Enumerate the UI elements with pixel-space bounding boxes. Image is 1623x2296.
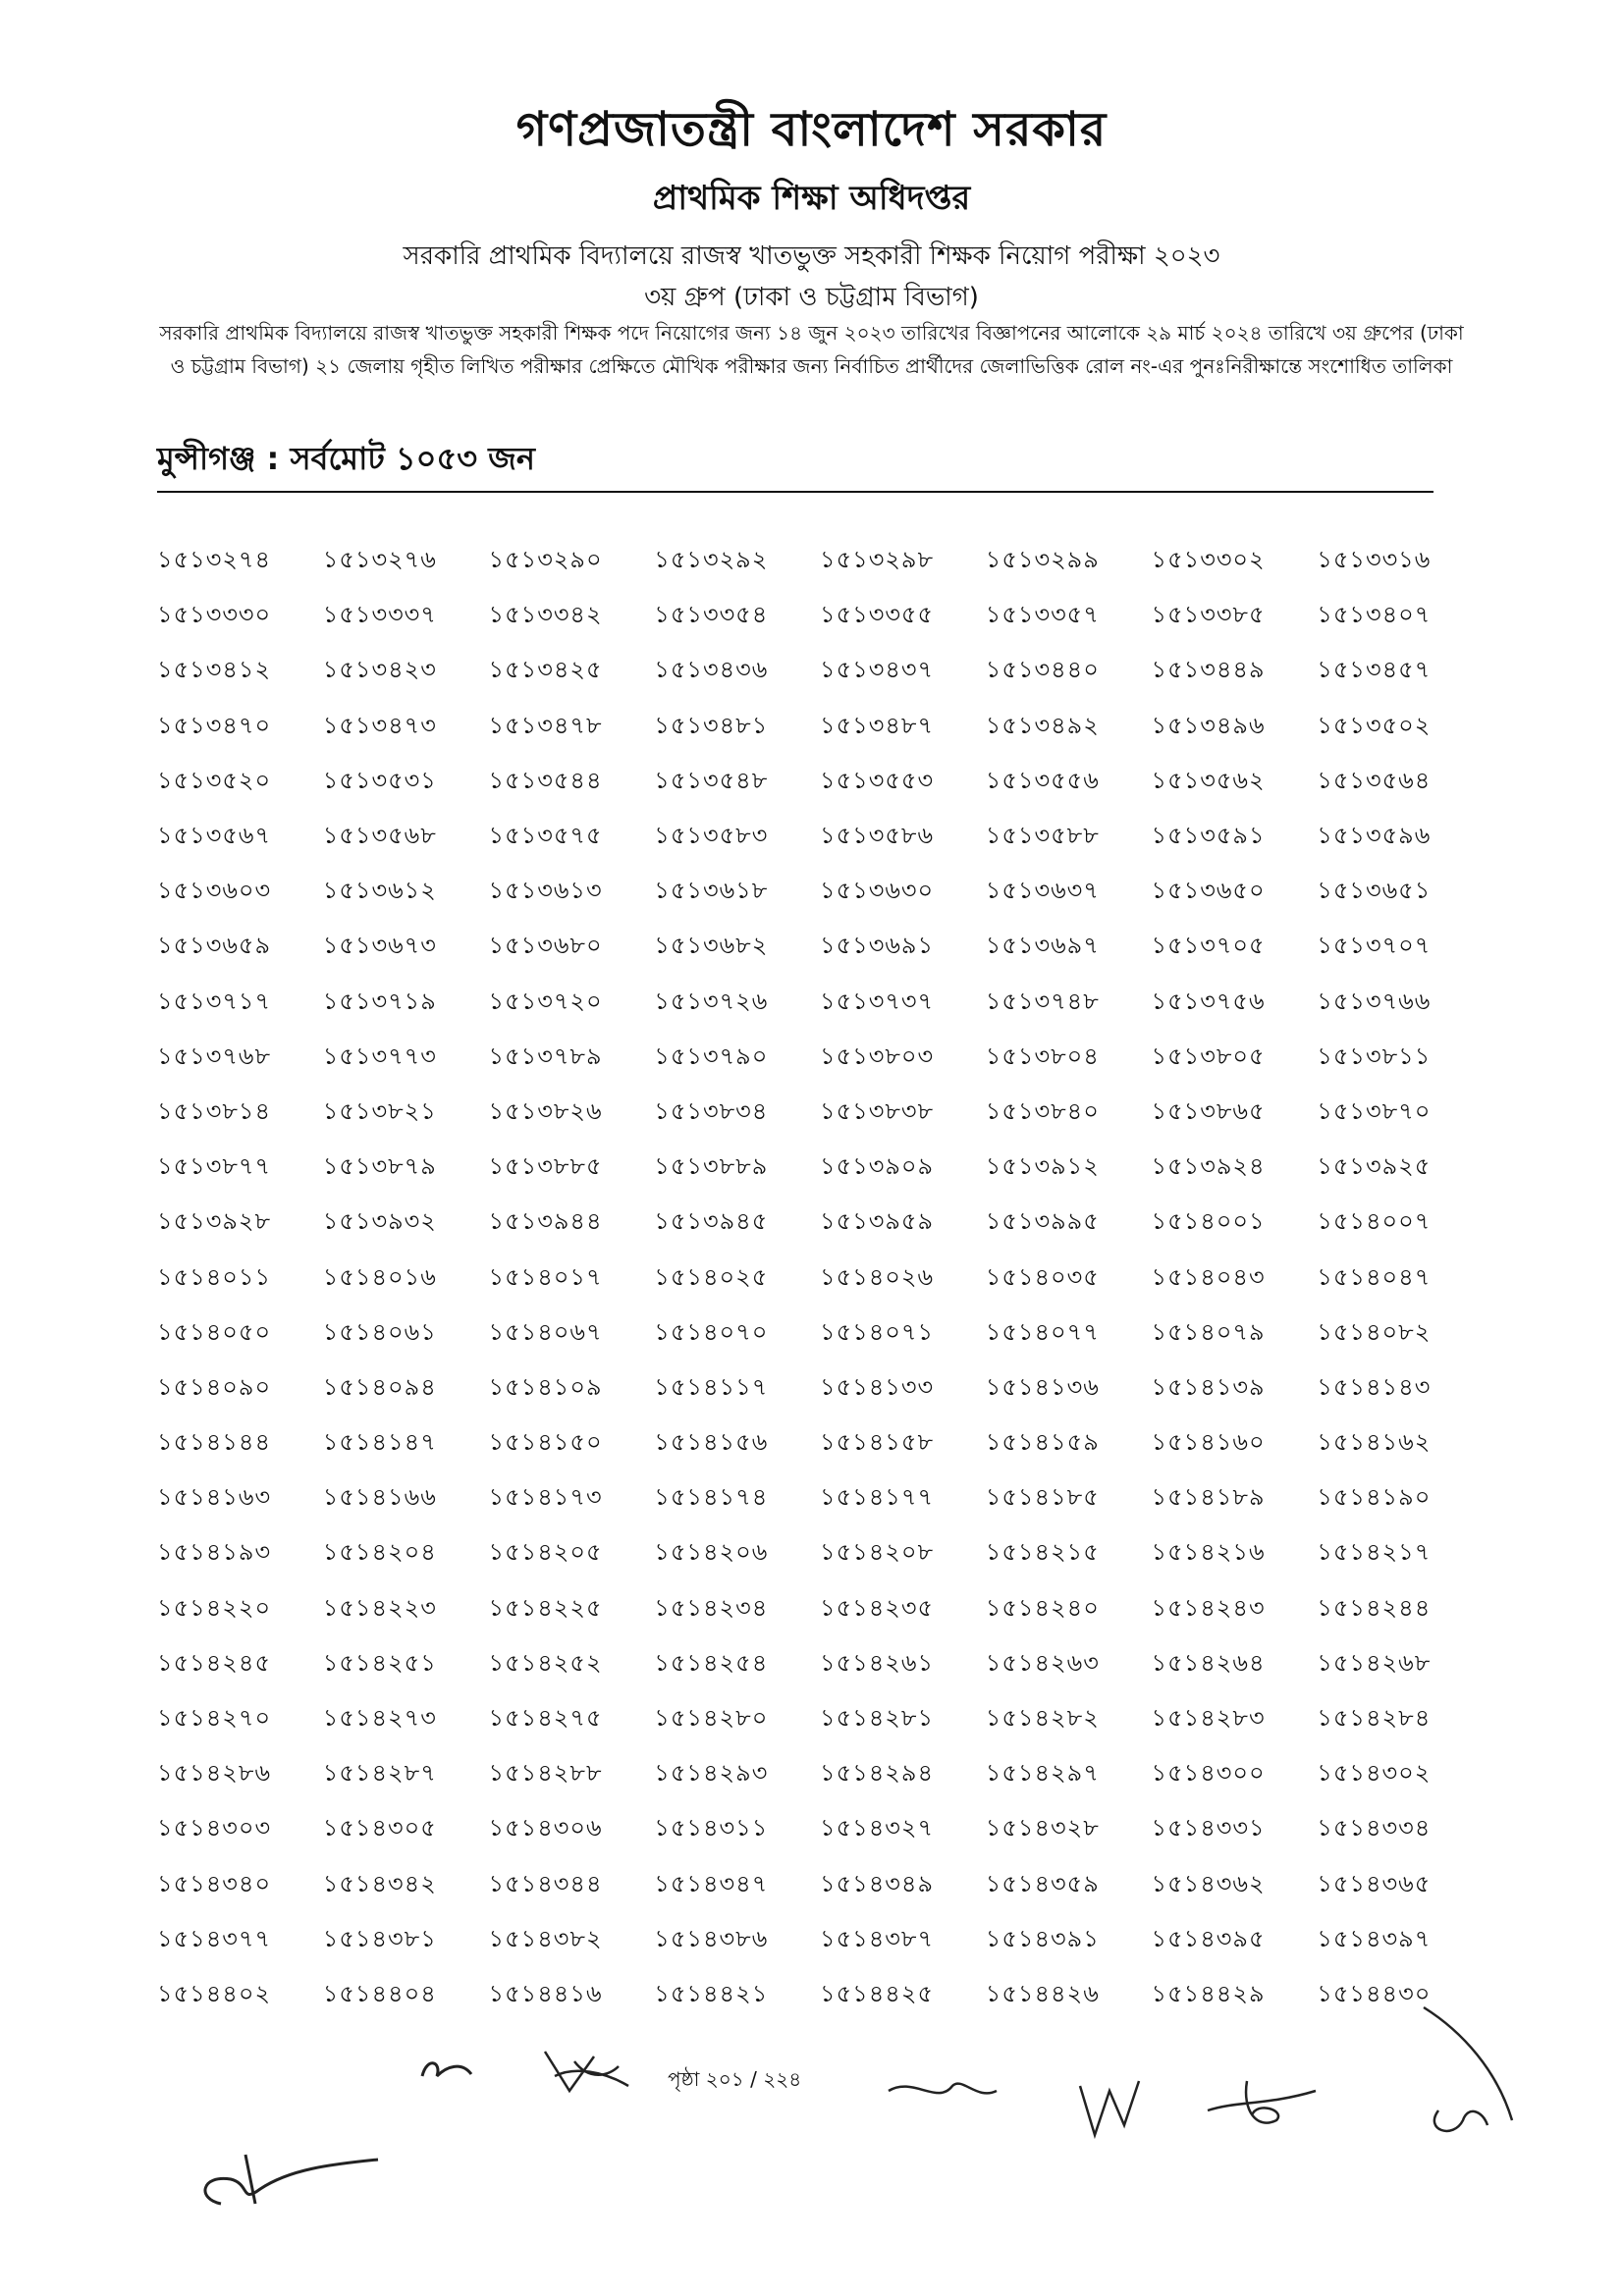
- district-heading: মুন্সীগঞ্জ : সর্বমোট ১০৫৩ জন: [157, 440, 535, 477]
- roll-number: ১৫১৩৫৬৭: [157, 822, 272, 850]
- roll-number: ১৫১৪৩৮৭: [820, 1924, 935, 1952]
- roll-row: [157, 1637, 1483, 1692]
- roll-row: [157, 810, 1483, 865]
- roll-number: ১৫১৩২৯৮: [820, 546, 935, 574]
- roll-number: ১৫১৪২৭৫: [488, 1704, 603, 1733]
- roll-number: ১৫১৪১৫৮: [820, 1428, 935, 1457]
- roll-row: [157, 700, 1483, 755]
- roll-number: ১৫১৪৩০০: [1151, 1759, 1266, 1788]
- roll-number: ১৫১৪৩০৩: [157, 1814, 272, 1842]
- roll-row: [157, 1416, 1483, 1471]
- roll-number: ১৫১৩৭৭৩: [322, 1041, 437, 1070]
- directorate-title: প্রাথমিক শিক্ষা অধিদপ্তর: [652, 179, 971, 218]
- roll-number: ১৫১৪৪১৬: [488, 1979, 603, 2007]
- roll-number: ১৫১৪০০৭: [1317, 1207, 1432, 1236]
- roll-row: [157, 976, 1483, 1031]
- roll-number: ১৫১৪৩৪৭: [654, 1869, 769, 1897]
- roll-row: [157, 1471, 1483, 1526]
- roll-number: ১৫১৪১৯৩: [157, 1538, 272, 1567]
- roll-number: ১৫১৩৫৯৬: [1317, 822, 1432, 850]
- roll-number: ১৫১৪০৯৪: [322, 1372, 437, 1401]
- roll-number: ১৫১৩৩৩০: [157, 601, 272, 629]
- roll-number: ১৫১৩৫৫৬: [985, 766, 1100, 794]
- roll-row: [157, 1196, 1483, 1251]
- roll-number: ১৫১৩৫৬২: [1151, 766, 1266, 794]
- roll-number: ১৫১৩৮৬৫: [1151, 1096, 1266, 1125]
- roll-number: ১৫১৪৪২৯: [1151, 1979, 1266, 2007]
- roll-row: [157, 755, 1483, 810]
- roll-number: ১৫১৪১৫০: [488, 1428, 603, 1457]
- roll-number: ১৫১৩৪০৭: [1317, 601, 1432, 629]
- signature-7: [191, 2145, 388, 2223]
- roll-number: ১৫১৩৩৫৪: [654, 601, 769, 629]
- roll-row: [157, 920, 1483, 975]
- roll-number: ১৫১৩৩০২: [1151, 546, 1266, 574]
- roll-number: ১৫১৩৪৪০: [985, 656, 1100, 684]
- roll-number: ১৫১৪১৯০: [1317, 1483, 1432, 1512]
- roll-number: ১৫১৪২৬১: [820, 1648, 935, 1677]
- roll-number: ১৫১৪২৮৭: [322, 1759, 437, 1788]
- roll-number: ১৫১৩৪৩৭: [820, 656, 935, 684]
- roll-row: [157, 534, 1483, 589]
- roll-number: ১৫১৪৩৩১: [1151, 1814, 1266, 1842]
- roll-number: ১৫১৩৮৪০: [985, 1096, 1100, 1125]
- roll-number: ১৫১৩৩৩৭: [322, 601, 437, 629]
- roll-number: ১৫১৪০৫০: [157, 1317, 272, 1346]
- roll-number: ১৫১৩৬৯৭: [985, 932, 1100, 960]
- roll-number: ১৫১৪২০৫: [488, 1538, 603, 1567]
- roll-number: ১৫১৪১৮৯: [1151, 1483, 1266, 1512]
- roll-number: ১৫১৪২৩৪: [654, 1593, 769, 1622]
- roll-number: ১৫১৩৯৪৫: [654, 1207, 769, 1236]
- roll-row: [157, 1747, 1483, 1802]
- roll-number: ১৫১৪০৭৯: [1151, 1317, 1266, 1346]
- roll-number: ১৫১৩৭১৯: [322, 987, 437, 1015]
- roll-number: ১৫১৪৩৪০: [157, 1869, 272, 1897]
- roll-number: ১৫১৩৯৯৫: [985, 1207, 1100, 1236]
- roll-number: ১৫১৪৪২১: [654, 1979, 769, 2007]
- roll-number: ১৫১৩৫৫৩: [820, 766, 935, 794]
- roll-number: ১৫১৩৪৭৩: [322, 711, 437, 739]
- roll-number: ১৫১৩৯২৫: [1317, 1152, 1432, 1181]
- roll-row: [157, 865, 1483, 920]
- roll-number: ১৫১৩৬১২: [322, 877, 437, 905]
- roll-number: ১৫১৪৩৩৪: [1317, 1814, 1432, 1842]
- roll-number: ১৫১৪১৮৫: [985, 1483, 1100, 1512]
- roll-number: ১৫১৪১৬৩: [157, 1483, 272, 1512]
- roll-number: ১৫১৪১৬০: [1151, 1428, 1266, 1457]
- roll-number: ১৫১৩৪৮৭: [820, 711, 935, 739]
- roll-number: ১৫১৪২৯৭: [985, 1759, 1100, 1788]
- roll-row: [157, 589, 1483, 644]
- roll-number: ১৫১৪০৭১: [820, 1317, 935, 1346]
- roll-number: ১৫১৪০২৫: [654, 1262, 769, 1291]
- roll-number: ১৫১৪০৮২: [1317, 1317, 1432, 1346]
- roll-number: ১৫১৩৫৭৫: [488, 822, 603, 850]
- intro-paragraph: সরকারি প্রাথমিক বিদ্যালয়ে রাজস্ব খাতভুক্ত সহকারী শিক্ষক পদে নিয়োগের জন্য ১৪ জুন ২০২৩ তারিখের বিজ্ঞাপনের আলোকে ২৯ মার্চ ২০২৪ তারিখে ৩য় গ্রুপের (ঢাকা ও চট্টগ্রাম বিভাগ) ২১ জেলায় গৃহীত লিখিত পরীক্ষার প্রেক্ষিতে মৌখিক পরীক্ষার জন্য নির্বাচিত প্রার্থীদের জেলাভিত্তিক রোল নং-এর পুনঃনিরীক্ষান্তে সংশোধিত তালিকা: [159, 321, 1464, 378]
- roll-number: ১৫১৪২০৬: [654, 1538, 769, 1567]
- roll-number: ১৫১৩৫৬৪: [1317, 766, 1432, 794]
- roll-number: ১৫১৩৬৮২: [654, 932, 769, 960]
- roll-number: ১৫১৩৮১১: [1317, 1041, 1432, 1070]
- roll-number: ১৫১৩৫৮৮: [985, 822, 1100, 850]
- roll-number: ১৫১৩৭৫৬: [1151, 987, 1266, 1015]
- roll-number: ১৫১৪৩১১: [654, 1814, 769, 1842]
- roll-number: ১৫১৪০০১: [1151, 1207, 1266, 1236]
- roll-number: ১৫১৩৭১৭: [157, 987, 272, 1015]
- roll-number: ১৫১৪৩৮২: [488, 1924, 603, 1952]
- heading-divider: [157, 491, 1434, 493]
- roll-row: [157, 644, 1483, 699]
- roll-number: ১৫১৪২৩৫: [820, 1593, 935, 1622]
- roll-number: ১৫১৩৮৩৪: [654, 1096, 769, 1125]
- roll-number: ১৫১৩৩৫৫: [820, 601, 935, 629]
- roll-number: ১৫১৪২২৩: [322, 1593, 437, 1622]
- roll-number: ১৫১৩৮৭৯: [322, 1152, 437, 1181]
- roll-number: ১৫১৪১৭৭: [820, 1483, 935, 1512]
- roll-number: ১৫১৩৯৪৪: [488, 1207, 603, 1236]
- roll-number: ১৫১৩৭৬৮: [157, 1041, 272, 1070]
- roll-number: ১৫১৩৪৭০: [157, 711, 272, 739]
- roll-row: [157, 1031, 1483, 1086]
- roll-number: ১৫১৩৫২০: [157, 766, 272, 794]
- roll-number: ১৫১৪২৬৩: [985, 1648, 1100, 1677]
- roll-number: ১৫১৪১৭৩: [488, 1483, 603, 1512]
- roll-number: ১৫১৪১৪৩: [1317, 1372, 1432, 1401]
- signature-6: [1404, 2002, 1522, 2150]
- roll-number: ১৫১৪১০৯: [488, 1372, 603, 1401]
- roll-row: [157, 1307, 1483, 1362]
- roll-number: ১৫১৪১৬২: [1317, 1428, 1432, 1457]
- roll-number: ১৫১৪৩০২: [1317, 1759, 1432, 1788]
- roll-number: ১৫১৪৩৮১: [322, 1924, 437, 1952]
- roll-number: ১৫১৪৩২৭: [820, 1814, 935, 1842]
- roll-row: [157, 1526, 1483, 1581]
- roll-number: ১৫১৪০১৭: [488, 1262, 603, 1291]
- roll-number: ১৫১৩৭০৭: [1317, 932, 1432, 960]
- roll-number: ১৫১৪২৫৪: [654, 1648, 769, 1677]
- roll-number-grid: [157, 534, 1483, 2023]
- roll-number: ১৫১৪২৮৩: [1151, 1704, 1266, 1733]
- roll-number: ১৫১৪২৪৩: [1151, 1593, 1266, 1622]
- roll-number: ১৫১৩২৭৬: [322, 546, 437, 574]
- roll-number: ১৫১৪১৫৯: [985, 1428, 1100, 1457]
- roll-number: ১৫১৪২৯৪: [820, 1759, 935, 1788]
- roll-number: ১৫১৩৭৯০: [654, 1041, 769, 1070]
- roll-number: ১৫১৩৫৯১: [1151, 822, 1266, 850]
- roll-number: ১৫১৩৬৮০: [488, 932, 603, 960]
- roll-number: ১৫১৩৪৯৬: [1151, 711, 1266, 739]
- roll-number: ১৫১৪৩৯১: [985, 1924, 1100, 1952]
- roll-number: ১৫১৪৪৩০: [1317, 1979, 1432, 2007]
- signature-5: [1198, 2071, 1325, 2140]
- signature-4: [1070, 2066, 1149, 2145]
- roll-number: ১৫১৪২৭৩: [322, 1704, 437, 1733]
- roll-row: [157, 1251, 1483, 1306]
- roll-number: ১৫১৩৭৬৬: [1317, 987, 1432, 1015]
- roll-number: ১৫১৪৩২৮: [985, 1814, 1100, 1842]
- roll-number: ১৫১৩৮৭৭: [157, 1152, 272, 1181]
- roll-row: [157, 1582, 1483, 1637]
- roll-number: ১৫১৪৪০২: [157, 1979, 272, 2007]
- roll-number: ১৫১৪৩৪৯: [820, 1869, 935, 1897]
- roll-row: [157, 1913, 1483, 1968]
- roll-number: ১৫১৩৯৩২: [322, 1207, 437, 1236]
- roll-number: ১৫১৩৫৮৬: [820, 822, 935, 850]
- roll-number: ১৫১৪২৪৫: [157, 1648, 272, 1677]
- roll-number: ১৫১৩৪২৫: [488, 656, 603, 684]
- roll-number: ১৫১৪২০৪: [322, 1538, 437, 1567]
- roll-row: [157, 1362, 1483, 1416]
- roll-number: ১৫১৩৮০৩: [820, 1041, 935, 1070]
- roll-number: ১৫১৩৯৫৯: [820, 1207, 935, 1236]
- roll-number: ১৫১৪০৪৩: [1151, 1262, 1266, 1291]
- roll-number: ১৫১৪২৮৮: [488, 1759, 603, 1788]
- signature-2: [535, 2032, 643, 2110]
- roll-number: ১৫১৩২৯৯: [985, 546, 1100, 574]
- roll-number: ১৫১৪২০৮: [820, 1538, 935, 1567]
- roll-row: [157, 1086, 1483, 1141]
- roll-number: ১৫১৩৪৪৯: [1151, 656, 1266, 684]
- roll-number: ১৫১৩৬৫৯: [157, 932, 272, 960]
- roll-number: ১৫১৩৫০২: [1317, 711, 1432, 739]
- roll-number: ১৫১৪২৭০: [157, 1704, 272, 1733]
- roll-number: ১৫১৩৪৮১: [654, 711, 769, 739]
- roll-number: ১৫১৪৩৯৭: [1317, 1924, 1432, 1952]
- roll-row: [157, 1802, 1483, 1857]
- roll-number: ১৫১৪০৯০: [157, 1372, 272, 1401]
- roll-number: ১৫১৪২২৫: [488, 1593, 603, 1622]
- roll-number: ১৫১৩৫৩১: [322, 766, 437, 794]
- roll-number: ১৫১৪০৭৭: [985, 1317, 1100, 1346]
- roll-number: ১৫১৪১১৭: [654, 1372, 769, 1401]
- roll-number: ১৫১৩৬৩৭: [985, 877, 1100, 905]
- roll-number: ১৫১৩২৯২: [654, 546, 769, 574]
- exam-title: সরকারি প্রাথমিক বিদ্যালয়ে রাজস্ব খাতভুক্ত সহকারী শিক্ষক নিয়োগ পরীক্ষা ২০২৩: [403, 241, 1220, 271]
- roll-number: ১৫১৪১৬৬: [322, 1483, 437, 1512]
- roll-number: ১৫১৩৩১৬: [1317, 546, 1432, 574]
- roll-number: ১৫১৪২৮৬: [157, 1759, 272, 1788]
- roll-number: ১৫১৩৭৪৮: [985, 987, 1100, 1015]
- roll-number: ১৫১৪৪২৫: [820, 1979, 935, 2007]
- roll-number: ১৫১৪২৮০: [654, 1704, 769, 1733]
- roll-number: ১৫১৪১৩৩: [820, 1372, 935, 1401]
- signature-1: [417, 2047, 486, 2096]
- roll-number: ১৫১৪৪০৪: [322, 1979, 437, 2007]
- roll-number: ১৫১৩৮২১: [322, 1096, 437, 1125]
- roll-number: ১৫১৪২৬৮: [1317, 1648, 1432, 1677]
- roll-number: ১৫১৩৫৪৮: [654, 766, 769, 794]
- roll-number: ১৫১৪৩৫৯: [985, 1869, 1100, 1897]
- roll-number: ১৫১৪২৮২: [985, 1704, 1100, 1733]
- roll-number: ১৫১৩৪৫৭: [1317, 656, 1432, 684]
- roll-number: ১৫১৩৭৩৭: [820, 987, 935, 1015]
- roll-number: ১৫১৪১৭৪: [654, 1483, 769, 1512]
- roll-number: ১৫১৩৮১৪: [157, 1096, 272, 1125]
- roll-number: ১৫১৩৫৬৮: [322, 822, 437, 850]
- roll-number: ১৫১৪২৪০: [985, 1593, 1100, 1622]
- roll-number: ১৫১৪১৪৭: [322, 1428, 437, 1457]
- roll-number: ১৫১৩৬৯১: [820, 932, 935, 960]
- roll-number: ১৫১৩৬১৮: [654, 877, 769, 905]
- roll-row: [157, 1141, 1483, 1196]
- roll-number: ১৫১৪৩০৬: [488, 1814, 603, 1842]
- roll-row: [157, 1968, 1483, 2023]
- roll-number: ১৫১৪২১৬: [1151, 1538, 1266, 1567]
- roll-number: ১৫১৩৯২৮: [157, 1207, 272, 1236]
- signature-3: [884, 2066, 1001, 2115]
- roll-number: ১৫১৪০১১: [157, 1262, 272, 1291]
- roll-number: ১৫১৪২৮১: [820, 1704, 935, 1733]
- roll-number: ১৫১৩৭৮৯: [488, 1041, 603, 1070]
- roll-number: ১৫১৪২১৫: [985, 1538, 1100, 1567]
- roll-number: ১৫১৩২৭৪: [157, 546, 272, 574]
- roll-number: ১৫১৪০১৬: [322, 1262, 437, 1291]
- roll-number: ১৫১৪৪২৬: [985, 1979, 1100, 2007]
- roll-number: ১৫১৩৬১৩: [488, 877, 603, 905]
- roll-number: ১৫১৪২২০: [157, 1593, 272, 1622]
- roll-number: ১৫১৪০৭০: [654, 1317, 769, 1346]
- roll-number: ১৫১৩৬৫১: [1317, 877, 1432, 905]
- roll-number: ১৫১৩৫৮৩: [654, 822, 769, 850]
- government-title: গণপ্রজাতন্ত্রী বাংলাদেশ সরকার: [515, 102, 1108, 157]
- roll-number: ১৫১৪০৬৭: [488, 1317, 603, 1346]
- roll-number: ১৫১৪৩৬২: [1151, 1869, 1266, 1897]
- roll-number: ১৫১৩৭০৫: [1151, 932, 1266, 960]
- roll-number: ১৫১৩৮২৬: [488, 1096, 603, 1125]
- roll-number: ১৫১৪১৩৬: [985, 1372, 1100, 1401]
- roll-number: ১৫১৩৫৪৪: [488, 766, 603, 794]
- roll-number: ১৫১৪২৪৪: [1317, 1593, 1432, 1622]
- roll-number: ১৫১৪৩৪২: [322, 1869, 437, 1897]
- roll-number: ১৫১৪৩০৫: [322, 1814, 437, 1842]
- roll-number: ১৫১৩৬০৩: [157, 877, 272, 905]
- roll-number: ১৫১৩৩৪২: [488, 601, 603, 629]
- roll-number: ১৫১৩৮৮৯: [654, 1152, 769, 1181]
- roll-number: ১৫১৩৪৭৮: [488, 711, 603, 739]
- group-title: ৩য় গ্রুপ (ঢাকা ও চট্টগ্রাম বিভাগ): [644, 283, 979, 312]
- roll-number: ১৫১৩৭২০: [488, 987, 603, 1015]
- roll-number: ১৫১৩৯১২: [985, 1152, 1100, 1181]
- roll-number: ১৫১৪২৬৪: [1151, 1648, 1266, 1677]
- roll-number: ১৫১৩৮০৫: [1151, 1041, 1266, 1070]
- roll-number: ১৫১৪৩৮৬: [654, 1924, 769, 1952]
- roll-number: ১৫১৪০৬১: [322, 1317, 437, 1346]
- roll-number: ১৫১৪০৪৭: [1317, 1262, 1432, 1291]
- roll-number: ১৫১৩৭২৬: [654, 987, 769, 1015]
- roll-number: ১৫১৪২৫১: [322, 1648, 437, 1677]
- roll-number: ১৫১৪১৩৯: [1151, 1372, 1266, 1401]
- roll-number: ১৫১৪৩৭৭: [157, 1924, 272, 1952]
- roll-number: ১৫১৪০২৬: [820, 1262, 935, 1291]
- roll-number: ১৫১৩৬৩০: [820, 877, 935, 905]
- roll-number: ১৫১৪২১৭: [1317, 1538, 1432, 1567]
- roll-number: ১৫১৩২৯০: [488, 546, 603, 574]
- roll-number: ১৫১৩৯০৯: [820, 1152, 935, 1181]
- roll-number: ১৫১৩৮৮৫: [488, 1152, 603, 1181]
- roll-number: ১৫১৪২৮৪: [1317, 1704, 1432, 1733]
- roll-number: ১৫১৩৮৭০: [1317, 1096, 1432, 1125]
- page-number: পৃষ্ঠা ২০১ / ২২৪: [668, 2067, 802, 2091]
- roll-number: ১৫১৪১৫৬: [654, 1428, 769, 1457]
- roll-number: ১৫১৩৬৫০: [1151, 877, 1266, 905]
- roll-number: ১৫১৩৯২৪: [1151, 1152, 1266, 1181]
- roll-number: ১৫১৪০৩৫: [985, 1262, 1100, 1291]
- roll-row: [157, 1692, 1483, 1747]
- roll-number: ১৫১৩৪১২: [157, 656, 272, 684]
- roll-number: ১৫১৩৪৯২: [985, 711, 1100, 739]
- roll-number: ১৫১৩৩৮৫: [1151, 601, 1266, 629]
- roll-number: ১৫১৪৩৪৪: [488, 1869, 603, 1897]
- roll-number: ১৫১৩৩৫৭: [985, 601, 1100, 629]
- roll-number: ১৫১৩৬৭৩: [322, 932, 437, 960]
- roll-number: ১৫১৪১৪৪: [157, 1428, 272, 1457]
- roll-number: ১৫১৩৪৩৬: [654, 656, 769, 684]
- roll-number: ১৫১৪২৫২: [488, 1648, 603, 1677]
- roll-row: [157, 1858, 1483, 1913]
- roll-number: ১৫১৪৩৯৫: [1151, 1924, 1266, 1952]
- roll-number: ১৫১৪২৯৩: [654, 1759, 769, 1788]
- roll-number: ১৫১৩৮৩৮: [820, 1096, 935, 1125]
- roll-number: ১৫১৩৮০৪: [985, 1041, 1100, 1070]
- roll-number: ১৫১৩৪২৩: [322, 656, 437, 684]
- roll-number: ১৫১৪৩৬৫: [1317, 1869, 1432, 1897]
